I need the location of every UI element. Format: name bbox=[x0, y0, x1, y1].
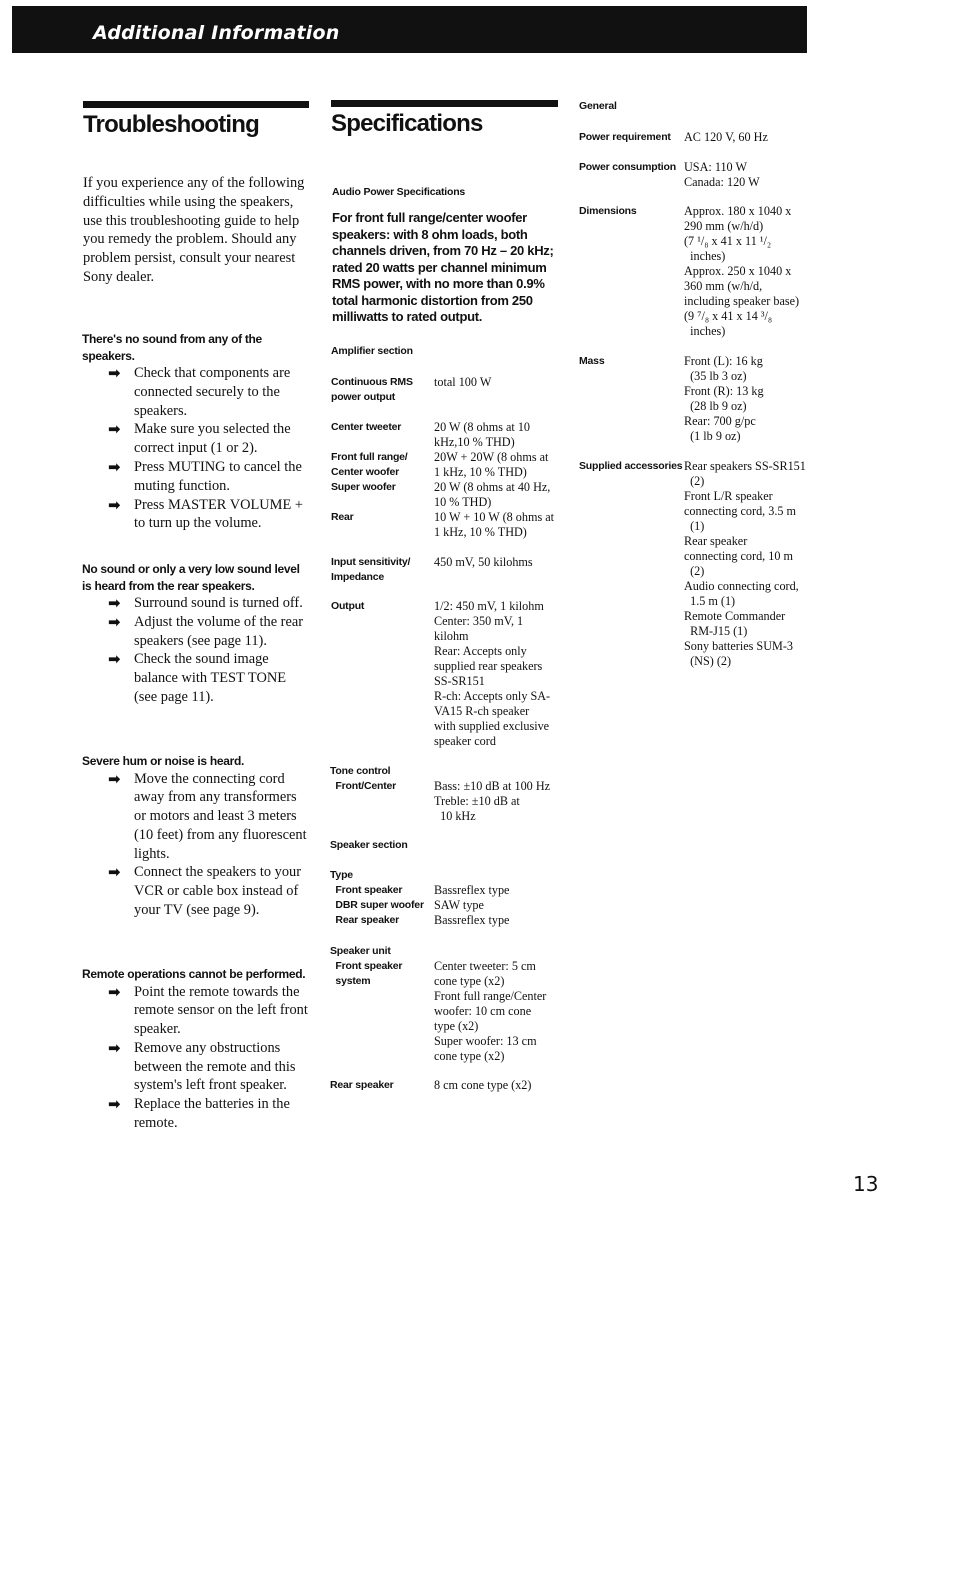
spec-label: Rear bbox=[331, 511, 354, 523]
spec-value: 20W + 20W (8 ohms at 1 kHz, 10 % THD) 20 W (8 ohms at 40 Hz, 10 % THD) bbox=[434, 450, 551, 509]
remedy-item bbox=[82, 420, 312, 458]
rating-statement: For front full range/center woofer speakers: with 8 ohm loads, both channels driven, from 70 Hz – 20 kHz; rated 20 watts per channel minimum RMS power, with no more than 0.9% total harmonic distortion from 250 milliwatts to rated output. bbox=[332, 210, 554, 324]
remedy-item bbox=[82, 770, 312, 864]
issue-heading: There's no sound from any of the speakers. bbox=[82, 332, 262, 363]
issue-hum-noise bbox=[82, 753, 312, 920]
heading-rule bbox=[331, 100, 558, 107]
remedy-item bbox=[82, 1095, 312, 1133]
spec-value: 1/2: 450 mV, 1 kilohm Center: 350 mV, 1 kilohm Rear: Accepts only supplied rear speakers SS-SR151 R-ch: Accepts only SA- VA15 R-ch speaker with supplied exclusive speaker cord bbox=[434, 599, 551, 748]
spec-value: 20 W (8 ohms at 10 kHz,10 % THD) bbox=[434, 420, 531, 449]
spec-label: Center tweeter bbox=[331, 421, 402, 433]
issue-rear-low-sound bbox=[82, 561, 312, 707]
arrow-right-icon: ➡ bbox=[108, 650, 121, 669]
spec-label: Output bbox=[331, 600, 365, 612]
issue-heading: Remote operations cannot be performed. bbox=[82, 967, 306, 981]
remedy-text: Press MUTING to cancel the muting function. bbox=[134, 458, 302, 494]
remedy-text: Remove any obstructions between the remote and this system's left front speaker. bbox=[134, 1039, 296, 1094]
remedy-text: Check that components are connected securely to the speakers. bbox=[134, 365, 291, 419]
issue-no-sound bbox=[82, 331, 312, 533]
remedy-item bbox=[82, 863, 312, 919]
remedy-item bbox=[82, 1039, 312, 1095]
audio-power-heading: Audio Power Specifications bbox=[332, 186, 466, 198]
spec-label: Power consumption bbox=[579, 161, 676, 173]
remedy-text: Make sure you selected the correct input (1 or 2). bbox=[134, 421, 291, 457]
spec-value: Approx. 180 x 1040 x 290 mm (w/h/d) (7 ¹/₈ x 41 x 11 ¹/₂ inches) Approx. 250 x 1040 x 360 mm (w/h/d, including speaker base) (9 ⁷/₈ x 41 x 14 ³/₈ inches) bbox=[684, 204, 800, 338]
remedy-item bbox=[82, 458, 312, 496]
remedy-text: Connect the speakers to your VCR or cable box instead of your TV (see page 9). bbox=[134, 864, 302, 919]
spec-value: Center tweeter: 5 cm cone type (x2) Front full range/Center woofer: 10 cm cone type (x2) Super woofer: 13 cm cone type (x2) bbox=[434, 959, 547, 1063]
spec-value: Rear speakers SS-SR151 (2) Front L/R speaker connecting cord, 3.5 m (1) Rear speaker connecting cord, 10 m (2) Audio connecting cord, 1.5 m (1) Remote Commander RM-J15 (1) Sony batteries SUM-3 (NS) (2) bbox=[684, 459, 806, 668]
spec-value: Bass: ±10 dB at 100 Hz Treble: ±10 dB at 10 kHz bbox=[434, 779, 551, 823]
spec-label: Dimensions bbox=[579, 205, 637, 217]
remedy-item bbox=[82, 594, 312, 613]
spec-value: 8 cm cone type (x2) bbox=[434, 1078, 532, 1092]
remedy-item bbox=[82, 983, 312, 1039]
amplifier-heading: Amplifier section bbox=[331, 345, 413, 357]
general-heading: General bbox=[579, 100, 617, 112]
speaker-section-heading: Speaker section bbox=[330, 839, 408, 851]
spec-label: Type Front speaker DBR super woofer Rear speaker bbox=[330, 869, 424, 926]
spec-label: Continuous RMS power output bbox=[331, 376, 413, 403]
remedy-item bbox=[82, 650, 312, 706]
remedy-text: Press MASTER VOLUME + to turn up the volume. bbox=[134, 496, 303, 532]
spec-label: Input sensitivity/ Impedance bbox=[331, 556, 411, 583]
heading-rule bbox=[83, 101, 309, 108]
remedy-text: Replace the batteries in the remote. bbox=[134, 1096, 290, 1132]
spec-value: total 100 W bbox=[434, 375, 492, 389]
remedy-text: Move the connecting cord away from any transformers or motors and least 3 meters (10 feet) from any fluorescent lights. bbox=[134, 770, 307, 862]
troubleshooting-intro: If you experience any of the following difficulties while using the speakers, use this troubleshooting guide to help you remedy the problem. Should any problem persist, consult your nearest Sony dealer. bbox=[83, 175, 305, 285]
arrow-right-icon: ➡ bbox=[108, 1095, 121, 1114]
remedy-text: Surround sound is turned off. bbox=[134, 595, 303, 611]
spec-label: Supplied accessories bbox=[579, 460, 683, 472]
spec-label: Mass bbox=[579, 355, 605, 367]
arrow-right-icon: ➡ bbox=[108, 863, 121, 882]
arrow-right-icon: ➡ bbox=[108, 495, 121, 514]
page-number: 13 bbox=[853, 1172, 879, 1196]
spec-label: Speaker unit Front speaker system bbox=[330, 945, 403, 987]
arrow-right-icon: ➡ bbox=[108, 982, 121, 1001]
spec-label: Power requirement bbox=[579, 131, 671, 143]
spec-value: 450 mV, 50 kilohms bbox=[434, 555, 533, 569]
section-title: Additional Information bbox=[93, 22, 340, 44]
troubleshooting-title: Troubleshooting bbox=[83, 111, 259, 138]
specifications-title: Specifications bbox=[331, 110, 483, 137]
arrow-right-icon: ➡ bbox=[108, 457, 121, 476]
remedy-text: Check the sound image balance with TEST TONE (see page 11). bbox=[134, 651, 287, 705]
arrow-right-icon: ➡ bbox=[108, 1038, 121, 1057]
spec-value: USA: 110 W Canada: 120 W bbox=[684, 160, 760, 189]
spec-label: Rear speaker bbox=[330, 1079, 394, 1091]
arrow-right-icon: ➡ bbox=[108, 364, 121, 382]
issue-remote bbox=[82, 966, 312, 1133]
spec-label: Front full range/ Center woofer Super woofer bbox=[331, 451, 408, 493]
issue-heading: Severe hum or noise is heard. bbox=[82, 754, 245, 768]
arrow-right-icon: ➡ bbox=[108, 420, 121, 439]
remedy-item bbox=[82, 496, 312, 534]
spec-value: Front (L): 16 kg (35 lb 3 oz) Front (R): 13 kg (28 lb 9 oz) Rear: 700 g/pc (1 lb 9 oz) bbox=[684, 354, 764, 443]
spec-value: Bassreflex type SAW type Bassreflex type bbox=[434, 883, 510, 927]
arrow-right-icon: ➡ bbox=[108, 612, 121, 631]
spec-value: AC 120 V, 60 Hz bbox=[684, 130, 768, 144]
arrow-right-icon: ➡ bbox=[108, 769, 121, 788]
remedy-item bbox=[82, 613, 312, 651]
arrow-right-icon: ➡ bbox=[108, 594, 121, 612]
remedy-item bbox=[82, 364, 312, 420]
spec-label: Tone control Front/Center bbox=[330, 765, 397, 792]
remedy-text: Point the remote towards the remote sensor on the left front speaker. bbox=[134, 983, 308, 1038]
remedy-text: Adjust the volume of the rear speakers (see page 11). bbox=[134, 613, 304, 649]
issue-heading: No sound or only a very low sound level is heard from the rear speakers. bbox=[82, 562, 300, 593]
spec-value: 10 W + 10 W (8 ohms at 1 kHz, 10 % THD) bbox=[434, 510, 555, 539]
